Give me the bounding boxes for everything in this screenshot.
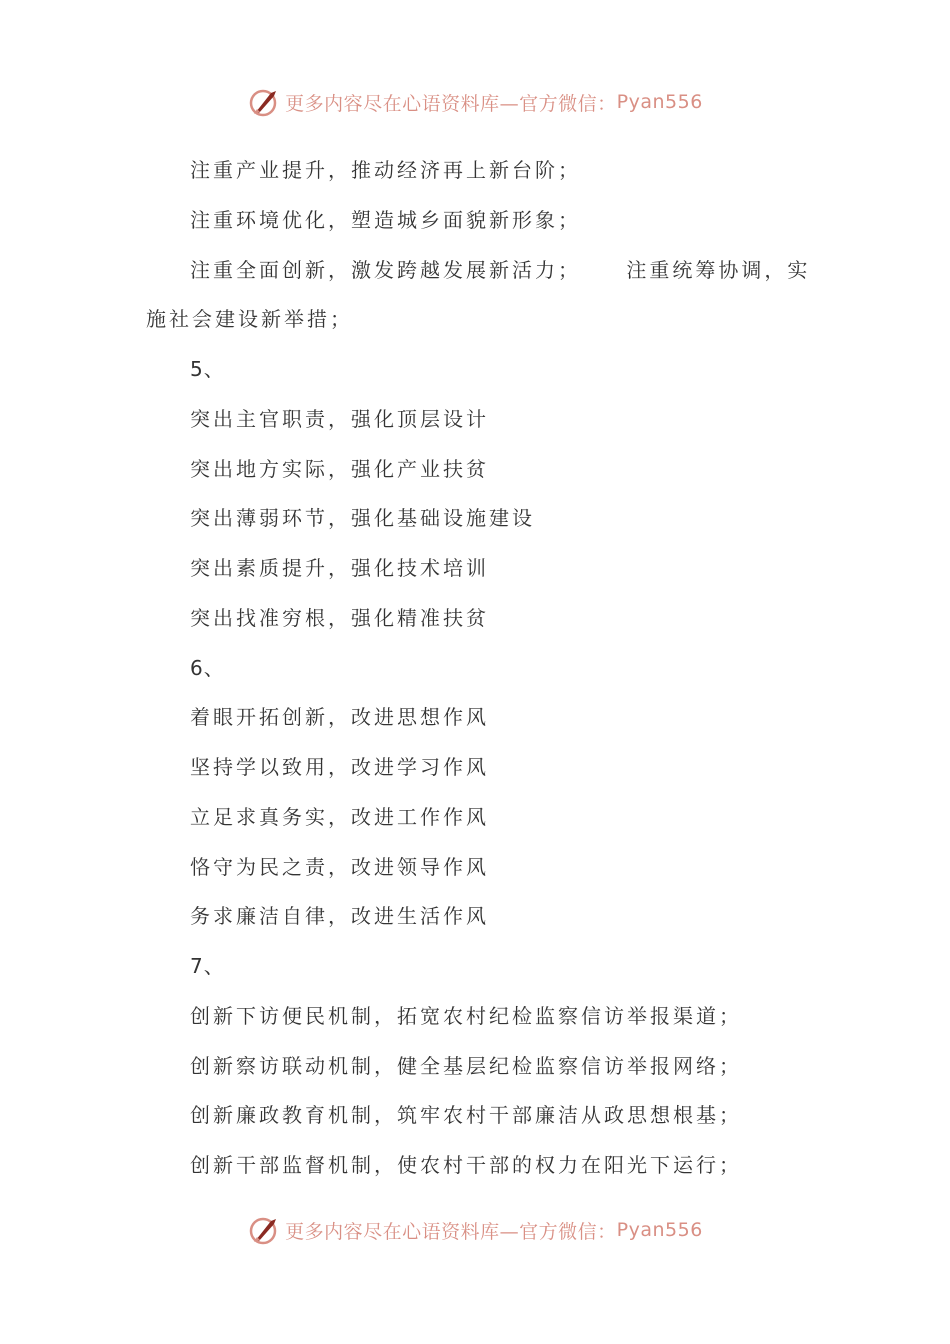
footer-banner-text: 更多内容尽在心语资料库—官方微信： [285, 1220, 617, 1243]
text-line: 创新廉政教育机制，筑牢农村干部廉洁从政思想根基； [190, 1103, 742, 1127]
text-line: 突出地方实际，强化产业扶贫 [190, 457, 489, 481]
pen-nib-logo-icon [247, 1213, 281, 1247]
text-line: 创新干部监督机制，使农村干部的权力在阳光下运行； [190, 1153, 742, 1177]
section-number: 6、 [190, 656, 225, 680]
text-line: 突出找准穷根，强化精准扶贫 [190, 606, 489, 630]
section-number: 5、 [190, 357, 225, 381]
pen-nib-logo-icon [247, 85, 281, 119]
text-line: 施社会建设新举措； [146, 307, 353, 331]
header-banner-contact: Pyan556 [616, 91, 703, 113]
text-line: 注重产业提升，推动经济再上新台阶； [190, 158, 581, 182]
header-banner [0, 80, 950, 124]
section-number: 7、 [190, 954, 225, 978]
text-line: 突出主官职责，强化顶层设计 [190, 407, 489, 431]
footer-banner-contact: Pyan556 [616, 1219, 703, 1241]
text-line: 务求廉洁自律，改进生活作风 [190, 904, 489, 928]
text-line: 创新察访联动机制，健全基层纪检监察信访举报网络； [190, 1054, 742, 1078]
text-line: 突出薄弱环节，强化基础设施建设 [190, 506, 535, 530]
text-line: 坚持学以致用，改进学习作风 [190, 755, 489, 779]
footer-banner [0, 1208, 950, 1252]
text-line: 注重全面创新，激发跨越发展新活力； 注重统筹协调，实 [190, 258, 811, 282]
text-line: 注重环境优化，塑造城乡面貌新形象； [190, 208, 581, 232]
text-line: 恪守为民之责，改进领导作风 [190, 855, 489, 879]
text-line: 突出素质提升，强化技术培训 [190, 556, 489, 580]
text-line: 立足求真务实，改进工作作风 [190, 805, 489, 829]
header-banner-text: 更多内容尽在心语资料库—官方微信： [285, 92, 617, 115]
text-line: 着眼开拓创新，改进思想作风 [190, 705, 489, 729]
text-line: 创新下访便民机制，拓宽农村纪检监察信访举报渠道； [190, 1004, 742, 1028]
